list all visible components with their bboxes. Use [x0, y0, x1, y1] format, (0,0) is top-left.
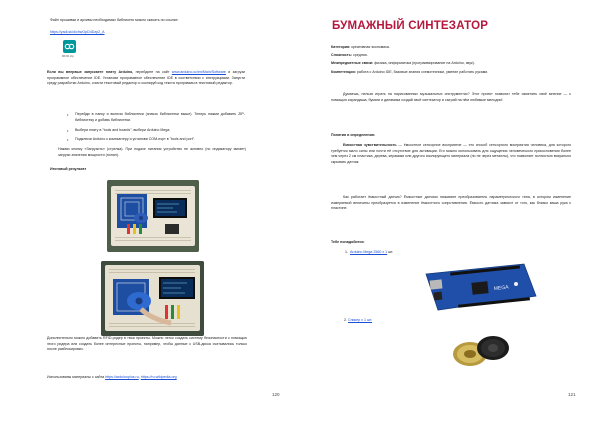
meta-competencies [331, 70, 488, 75]
intro-paragraph: Думаешь, нельзя играть на нарисованных музыкальных инструментах? Этот проект позволит тебе изменить своё мнение — с помощью карандаша, бумаги и динамика создай своё синтезатор и сыграй на нём любимые мелодии! [331, 92, 571, 102]
item-number: 2. [344, 318, 347, 322]
meta-label: Компетенции: [331, 70, 356, 74]
speaker-photo [450, 330, 512, 370]
rfid-setup-photo-1 [107, 180, 199, 252]
sources-label: Использованы материалы с сайта [47, 375, 106, 379]
extension-paragraph: Дополнительно можно добавить RFID-ридер в твои проекты. Можно легко создать систему безопасности с помощью этого ридера или создать более интересные проекты, например, чтобы данные с USB-диска считывались только после разблокировки. [47, 336, 247, 352]
bullet-dot: • [67, 137, 69, 142]
meta-value: физика, информатика (программирование на Arduino, звук). [373, 61, 475, 65]
page-number-right: 121 [568, 392, 576, 397]
upload-note: Нажми кнопку «Загрузить» (стрелка). При подаче питания устройство не активно (по индикатору мигает) загрузи значения мощности (понял). [58, 147, 246, 157]
meta-value: работа с Arduino IDE, базовые знания схемотехники, умение работать руками. [355, 70, 489, 74]
meta-label: Сложность: [331, 53, 353, 57]
step-item: Перейди в папку и включи библиотеки (значок библиотеки выше). Теперь нажми добавить ZIP-библиотеку и добавь библиотеки. [75, 112, 245, 122]
source-link-arduinoplus[interactable]: https://arduinoplus.ru [105, 375, 139, 379]
setup-text-b: и загрузи программное обеспечение IDE. Установи программное обеспечение IDE в соответствии с инструкциями. Запусти среду разработки Arduino, очисти текстовый редактор и скопируй код текста программы в текстовый редактор. [47, 70, 246, 86]
arduino-software-link[interactable]: www.arduino.cc/en/Main/Software [171, 70, 226, 74]
infinity-icon [63, 40, 76, 53]
page-number-left: 120 [272, 392, 280, 397]
materials-heading: Тебе понадобится: [331, 240, 365, 244]
arduino-file-icon[interactable] [63, 40, 76, 53]
concept-term: Емкостная чувствительность [343, 143, 397, 147]
meta-value: средняя. [352, 53, 368, 57]
page-title: БУМАЖНЫЙ СИНТЕЗАТОР [332, 20, 489, 32]
sources-separator: , [138, 375, 141, 379]
sensor-explanation: Как работает ёмкостный датчик? Ёмкостные датчики называют преобразователь параметрического типа, в котором изменение измеряемой величины преобразуется в изменение ёмкостного сопротивления. Ёмкость датчика зависит от того, как близко ваша рука к пластине. [331, 195, 571, 211]
result-heading: Итоговый результат [50, 167, 87, 171]
material-item [344, 318, 372, 323]
setup-lead: Если вы впервые запускаете плату Arduino, [47, 70, 134, 74]
speaker-link[interactable]: Спикер x 1 шт. [348, 318, 373, 322]
file-caption: RFID.zip [62, 54, 74, 58]
setup-text-a: перейдите на сайт [133, 70, 172, 74]
bullet-dot: • [67, 112, 69, 117]
download-intro: Файл прошивки и архивы необходимых библиотек можно скачать по ссылке: [50, 18, 179, 22]
meta-subjects [331, 61, 475, 66]
item-number: 1. [345, 250, 348, 254]
material-item [345, 250, 393, 255]
capacitive-definition [331, 143, 571, 165]
rfid-setup-photo-2 [101, 261, 204, 336]
meta-value: креативная экономика. [350, 45, 390, 49]
meta-label: Межпредметные связи: [331, 61, 374, 65]
step-item: Подключи Arduino к компьютеру и установи COM-порт в "tools and port". [75, 137, 196, 141]
source-link-wikipedia[interactable]: https://ru.wikipedia.org [140, 375, 177, 379]
item-suffix: шт. [387, 250, 394, 254]
meta-difficulty [331, 53, 368, 58]
svg-text:MEGA: MEGA [493, 284, 509, 292]
bullet-dot: • [67, 128, 69, 133]
step-item: Выбери плату в "tools and boards", выбери Arduino Mega. [75, 128, 171, 132]
meta-category [331, 45, 390, 50]
setup-paragraph [47, 70, 245, 87]
concepts-heading: Понятия и определения: [331, 133, 376, 137]
download-link[interactable]: https://yadi.sk/d/chwOpD4Dzp2_A [50, 30, 105, 34]
right-page [300, 0, 600, 424]
arduino-mega-link[interactable]: Arduino Mega 2560 x 1 [350, 250, 388, 254]
meta-label: Категория: [331, 45, 351, 49]
arduino-mega-photo [420, 260, 540, 313]
concept-text: — ёмкостное сенсорное восприятие — это способ сенсорного восприятия человека, для которого требуется мало силы или почти её отсутствие для активации. Его можно использовать для ощущения человеческого прикосновения более чем через 2 см пластика, дерева, керамики или другого изолирующего материала (но не через металлы), что позволяет полностью визуально скрывать датчик. [331, 143, 571, 164]
sources-line [47, 375, 177, 380]
